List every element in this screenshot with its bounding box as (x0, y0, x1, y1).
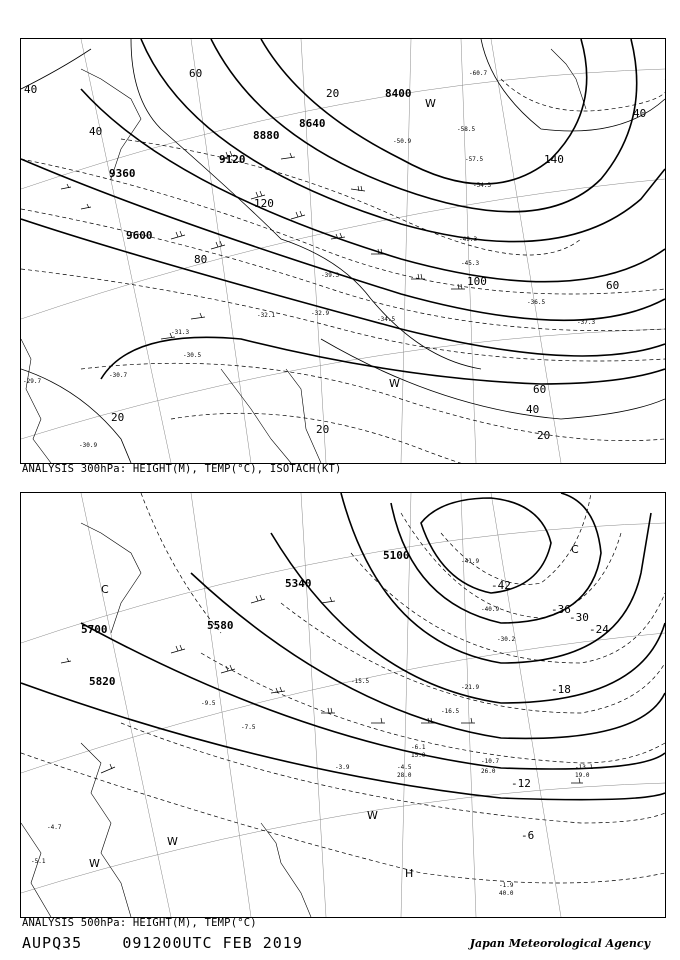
obs-value: -16.5 (441, 708, 460, 715)
height-label: 9600 (126, 229, 153, 242)
isotach-label: 60 (606, 279, 620, 292)
agency-name: Japan Meteorological Agency (469, 937, 650, 950)
obs-value: -37.3 (577, 319, 596, 326)
warm-center-symbol: W (367, 809, 378, 822)
isotach-label: 40 (633, 107, 647, 120)
obs-value: -36.5 (527, 299, 546, 306)
chart-500hpa (20, 492, 666, 918)
chart-500hpa-map (21, 493, 665, 917)
obs-value: -34.5 (377, 316, 396, 323)
isotach-label: 40 (526, 403, 540, 416)
obs-value: -30.7 (109, 372, 128, 379)
height-label: 9120 (219, 153, 246, 166)
obs-value: -50.9 (393, 138, 412, 145)
warm-center-symbol: W (425, 97, 436, 110)
obs-value: -39.3 (321, 272, 340, 279)
isotherm-label: -42 (491, 579, 511, 592)
obs-value: -30.2 (497, 636, 516, 643)
obs-value: -57.5 (465, 156, 484, 163)
height-label: 9360 (109, 167, 136, 180)
obs-value: -32.1 (257, 312, 276, 319)
obs-value: 26.0 (481, 768, 496, 775)
isotherm-label: -36 (551, 603, 571, 616)
chart-300hpa (20, 38, 666, 464)
obs-value: 15.0 (411, 752, 426, 759)
warm-center-symbol: W (89, 857, 100, 870)
isotherm-label: -24 (589, 623, 609, 636)
height-label: 5700 (81, 623, 108, 636)
product-code: AUPQ35 (22, 934, 83, 952)
obs-value: -4.5 (397, 764, 412, 771)
height-label: 5580 (207, 619, 234, 632)
isotachs (21, 39, 665, 463)
height-label: 5340 (285, 577, 312, 590)
obs-value: -40.9 (481, 606, 500, 613)
isotach-label: 40 (89, 125, 103, 138)
chart-300hpa-map (21, 39, 665, 463)
isotherm-label: -18 (551, 683, 571, 696)
isotach-label: 140 (544, 153, 564, 166)
isotach-label: 20 (537, 429, 551, 442)
obs-value: 40.0 (499, 890, 514, 897)
warm-center-symbol: W (167, 835, 178, 848)
obs-value: -6.1 (411, 744, 426, 751)
isotach-label: 20 (316, 423, 330, 436)
height-label: 8880 (253, 129, 280, 142)
isotach-label: 40 (24, 83, 38, 96)
height-label: 8640 (299, 117, 326, 130)
height-label: 8400 (385, 87, 412, 100)
obs-value: -15.5 (351, 678, 370, 685)
isotach-label: 20 (326, 87, 340, 100)
obs-value: -30.9 (79, 442, 98, 449)
obs-value: -3.9 (335, 764, 350, 771)
isotherm-label: -6 (521, 829, 535, 842)
valid-time: 091200UTC FEB 2019 (122, 934, 303, 952)
height-contours (21, 493, 665, 800)
obs-value: -58.5 (457, 126, 476, 133)
chart-500hpa-caption: ANALYSIS 500hPa: HEIGHT(M), TEMP(°C) (22, 917, 257, 929)
isotach-label: 80 (194, 253, 208, 266)
obs-value: -30.5 (183, 352, 202, 359)
coastlines (21, 49, 586, 463)
obs-value: -31.3 (171, 329, 190, 336)
isotach-label: 60 (189, 67, 203, 80)
obs-value: -49.3 (459, 236, 478, 243)
obs-value: -29.7 (23, 378, 42, 385)
isotherm-label: -30 (569, 611, 589, 624)
obs-value: -7.5 (241, 724, 256, 731)
height-labels (81, 549, 410, 688)
station-observations (31, 558, 593, 897)
obs-value: -41.9 (461, 558, 480, 565)
obs-value: -4.7 (47, 824, 62, 831)
high-center-symbol: H (405, 867, 414, 880)
isotach-label: 60 (533, 383, 547, 396)
warm-center-symbol: W (389, 377, 400, 390)
isotach-label: 20 (111, 411, 125, 424)
chart-300hpa-caption: ANALYSIS 300hPa: HEIGHT(M), TEMP(°C), ISOTACH(KT) (22, 463, 342, 475)
graticule (21, 39, 665, 463)
obs-value: -45.3 (461, 260, 480, 267)
pressure-symbols (89, 543, 579, 880)
obs-value: -9.5 (201, 700, 216, 707)
isotherm-labels (491, 579, 609, 842)
obs-value: -1.9 (499, 882, 514, 889)
obs-value: -13.1 (575, 764, 594, 771)
obs-value: -32.9 (311, 310, 330, 317)
product-header (22, 934, 303, 952)
obs-value: -60.7 (469, 70, 488, 77)
obs-value: 19.0 (575, 772, 590, 779)
obs-value: -5.1 (31, 858, 46, 865)
graticule (21, 493, 665, 917)
coastlines (21, 523, 311, 917)
isotherm-label: -12 (511, 777, 531, 790)
isotach-label: 120 (254, 197, 274, 210)
isotach-label: 100 (467, 275, 487, 288)
obs-value: -54.3 (473, 182, 492, 189)
height-label: 5820 (89, 675, 116, 688)
cold-center-symbol: C (101, 583, 109, 596)
height-label: 5100 (383, 549, 410, 562)
cold-center-symbol: C (571, 543, 579, 556)
obs-value: -21.9 (461, 684, 480, 691)
obs-value: 28.0 (397, 772, 412, 779)
obs-value: -10.7 (481, 758, 500, 765)
